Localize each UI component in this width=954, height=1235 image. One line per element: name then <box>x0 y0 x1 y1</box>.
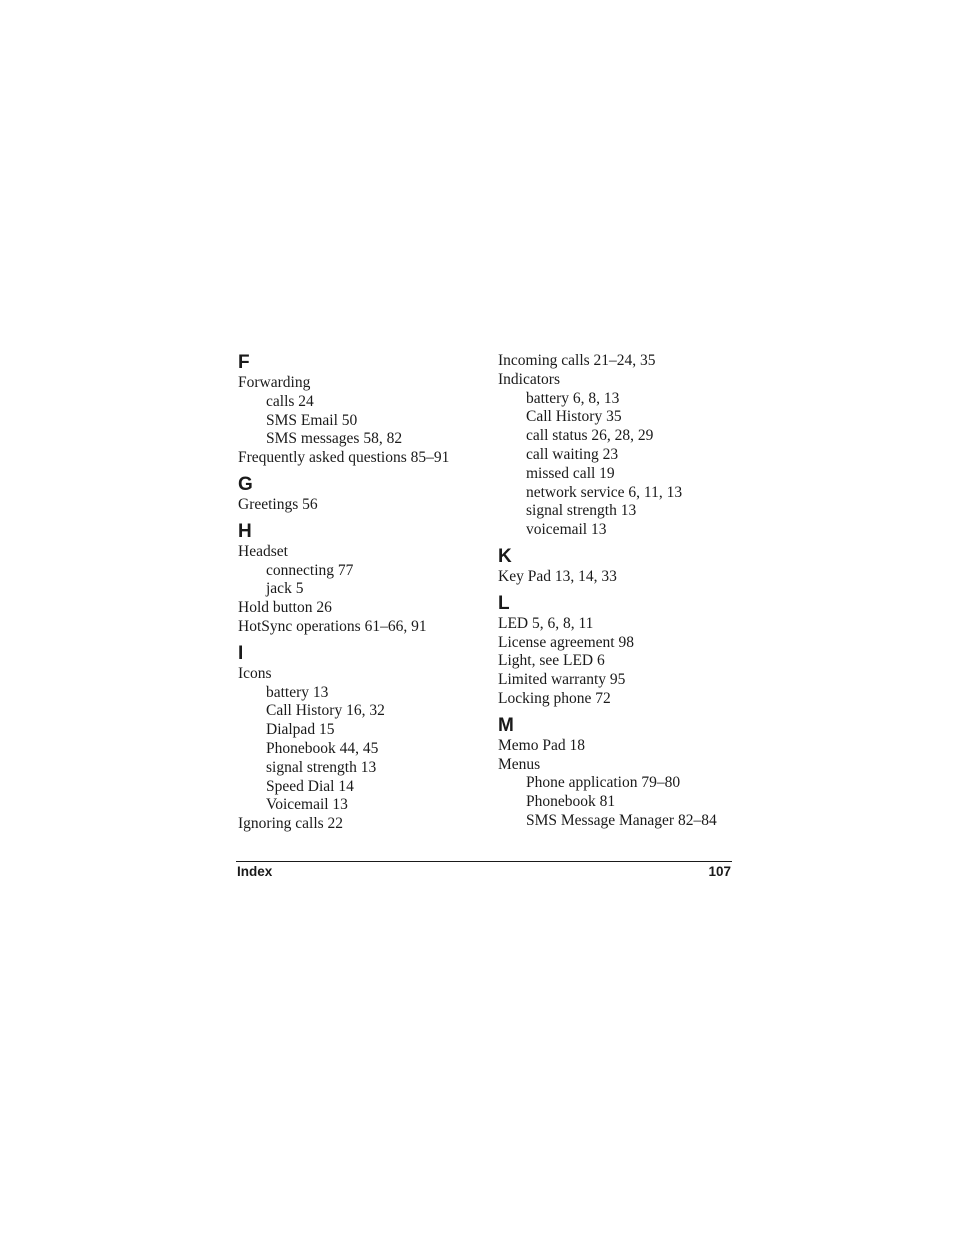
index-subentry: missed call 19 <box>526 464 615 482</box>
index-entry: Indicators <box>498 370 560 388</box>
index-letter-heading: M <box>498 714 514 736</box>
index-entry: Icons <box>238 664 272 682</box>
index-subentry: Phonebook 81 <box>526 793 616 811</box>
index-entry: Key Pad 13, 14, 33 <box>498 567 617 585</box>
index-entry: Menus <box>498 755 541 773</box>
index-entry: Headset <box>238 542 288 560</box>
index-subentry: Phonebook 44, 45 <box>266 739 379 757</box>
index-subentry: Call History 16, 32 <box>266 702 385 720</box>
index-entry: Greetings 56 <box>238 495 318 513</box>
index-subentry: network service 6, 11, 13 <box>526 483 683 501</box>
index-entry: Memo Pad 18 <box>498 736 585 754</box>
index-subentry: Voicemail 13 <box>266 796 348 814</box>
index-subentry: Dialpad 15 <box>266 721 335 739</box>
index-letter-heading: H <box>238 520 252 542</box>
index-subentry: call status 26, 28, 29 <box>526 427 654 445</box>
index-subentry: signal strength 13 <box>266 758 377 776</box>
index-subentry: SMS Email 50 <box>266 411 358 429</box>
index-letter-heading: G <box>238 473 253 495</box>
index-letter-heading: L <box>498 592 510 614</box>
index-subentry: SMS messages 58, 82 <box>266 430 403 448</box>
index-entry: Ignoring calls 22 <box>238 815 344 833</box>
index-entry: Locking phone 72 <box>498 689 611 707</box>
footer-section-title: Index <box>237 864 273 879</box>
index-subentry: calls 24 <box>266 392 314 410</box>
index-subentry: SMS Message Manager 82–84 <box>526 811 717 829</box>
footer-page-number: 107 <box>708 864 731 879</box>
index-subentry: battery 6, 8, 13 <box>526 389 620 407</box>
index-subentry: Call History 35 <box>526 408 622 426</box>
index-subentry: Speed Dial 14 <box>266 777 354 795</box>
index-entry: LED 5, 6, 8, 11 <box>498 614 594 632</box>
index-subentry: jack 5 <box>266 580 304 598</box>
index-column-left <box>238 352 488 834</box>
index-entry: HotSync operations 61–66, 91 <box>238 617 427 635</box>
index-letter-heading: I <box>238 642 244 664</box>
index-entry: Limited warranty 95 <box>498 671 626 689</box>
index-letter-heading: F <box>238 352 250 373</box>
footer-divider <box>236 861 732 862</box>
index-subentry: connecting 77 <box>266 561 354 579</box>
index-letter-heading: K <box>498 545 512 567</box>
index-entry: Light, see LED 6 <box>498 652 605 670</box>
index-subentry: battery 13 <box>266 683 329 701</box>
index-subentry: voicemail 13 <box>526 521 607 539</box>
index-subentry: call waiting 23 <box>526 445 619 463</box>
index-subentry: Phone application 79–80 <box>526 774 681 792</box>
index-column-right <box>498 352 748 831</box>
index-entry: Forwarding <box>238 374 311 391</box>
index-subentry: signal strength 13 <box>526 502 637 520</box>
index-entry: Hold button 26 <box>238 599 332 617</box>
index-entry: License agreement 98 <box>498 633 634 651</box>
index-entry: Incoming calls 21–24, 35 <box>498 352 656 369</box>
index-entry: Frequently asked questions 85–91 <box>238 449 450 467</box>
